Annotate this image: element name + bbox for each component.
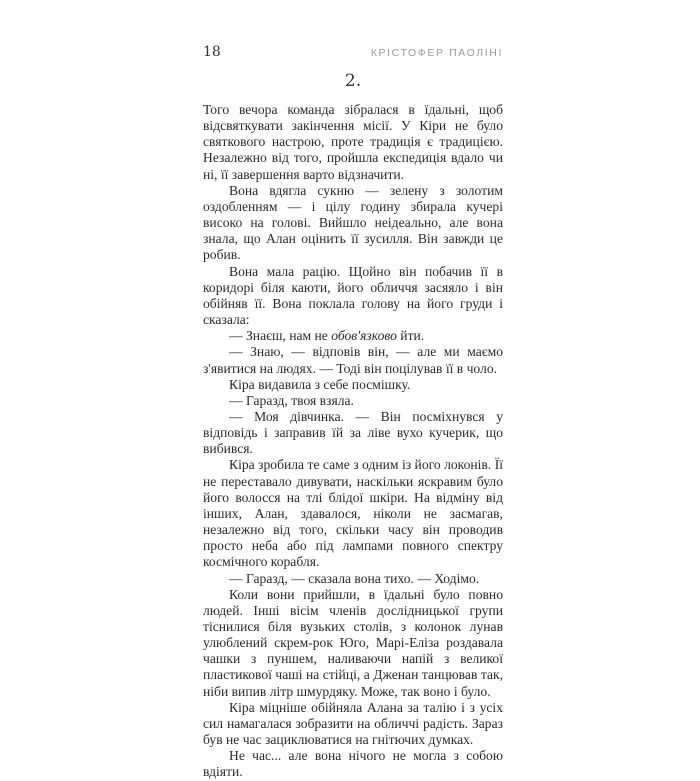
dialogue-text: йти.	[396, 328, 425, 344]
paragraph: Кіра зробила те саме з одним із його локонів. Її не переставало дивувати, наскільки яскравим було його волосся на тлі блідої шкіри. На відміну від інших, Алан, здавалося, ніколи не засмагав, незалежно від того, скільки часу він проводив просто неба або під лампами повного спектру космічного корабля.	[203, 457, 503, 570]
body-text	[203, 102, 503, 781]
paragraph: Кіра видавила з себе посмішку.	[229, 376, 411, 392]
chapter-number: 2.	[344, 71, 362, 91]
book-page	[203, 44, 503, 781]
paragraph: — Знаю, — відповів він, — але ми маємо з'явитися на людях. — Тоді він поцілував її в чоло.	[203, 344, 503, 376]
paragraph: Вона вдягла сукню — зелену з золотим оздобленням — і цілу годину збирала кучері високо на голові. Вийшло неідеально, але вона знала, що Алан оцінить її зусилля. Він завжди це робив.	[203, 182, 503, 263]
page-number: 18	[203, 44, 221, 60]
paragraph: — Моя дівчинка. — Він посміхнувся у відповідь і заправив їй за ліве вухо кучерик, що вибився.	[203, 408, 503, 457]
paragraph: Того вечора команда зібралася в їдальні, щоб відсвяткувати закінчення місії. У Кіри не було святкового настрою, проте традиція є традицією. Незалежно від того, пройшла експедиція вдало чи ні, її завершення варто відзначити.	[203, 102, 503, 182]
emphasis-text: обов'язково	[331, 328, 397, 344]
paragraph: Не час... але вона нічого не могла з собою вдіяти.	[203, 748, 503, 780]
paragraph: Вона мала рацію. Щойно він побачив її в коридорі біля каюти, його обличчя засяяло і він обійняв її. Вона поклала голову на його груди і сказала:	[203, 263, 503, 328]
paragraph: Коли вони прийшли, в їдальні було повно людей. Інші вісім членів дослідницької групи тіснилися біля вузьких столів, з колонок лунав улюблений скрем-рок Юго, Марі-Еліза роздавала чашки з пуншем, наливаючи напій з великої пластикової чаші на стійці, а Дженан танцював так, ніби випив літр шмурдяку. Може, так воно і було.	[203, 586, 503, 699]
running-head-author: КРІСТОФЕР ПАОЛІНІ	[370, 47, 503, 59]
page-header	[203, 44, 503, 64]
paragraph-dialogue	[203, 328, 503, 344]
paragraph: Кіра міцніше обійняла Алана за талію і з усіх сил намагалася зобразити на обличчі радість. Зараз був не час зациклюватися на гнітючих думках.	[203, 699, 503, 748]
paragraph: — Гаразд, твоя взяла.	[229, 392, 354, 408]
dialogue-text: — Знаєш, нам не	[229, 328, 332, 344]
paragraph: — Гаразд, — сказала вона тихо. — Ходімо.	[229, 570, 480, 586]
